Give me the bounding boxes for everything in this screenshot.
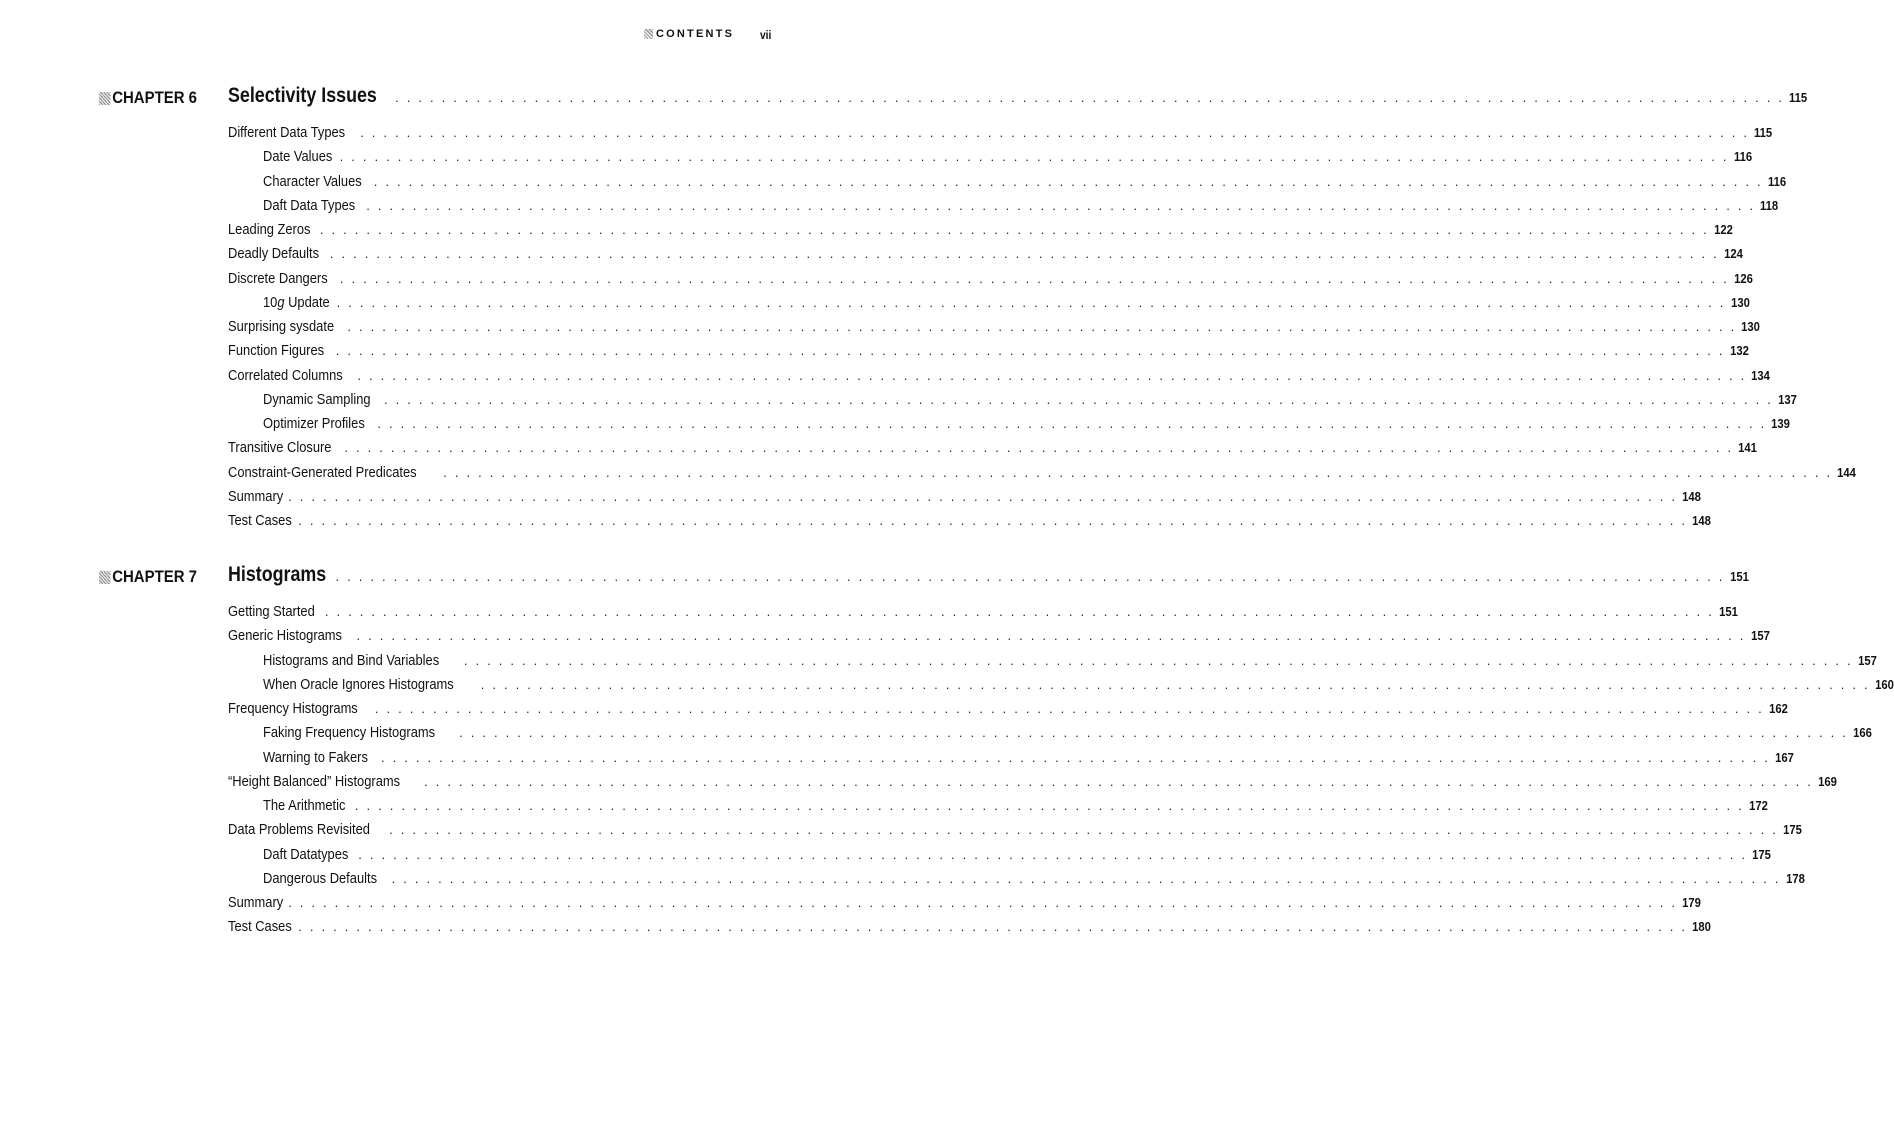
toc-entry[interactable] [228, 221, 1733, 245]
toc-entry-page-number: 151 [1719, 605, 1738, 619]
toc-entry-page-number: 175 [1783, 823, 1802, 838]
toc-entry-page-number: 157 [1750, 629, 1770, 644]
toc-entry[interactable] [228, 700, 1788, 724]
toc-entry-page-number: 116 [1767, 174, 1786, 189]
toc-entry-page-number: 157 [1857, 653, 1877, 668]
toc-entry[interactable] [228, 845, 1772, 870]
hatch-ornament-icon [99, 92, 110, 105]
toc-entry-title: Character Values [263, 172, 362, 190]
toc-entry[interactable] [228, 821, 1802, 845]
toc-entry-page-number: 160 [1874, 677, 1894, 692]
section-label-text: CONTENTS [656, 28, 735, 40]
toc-entry[interactable] [228, 172, 1786, 197]
toc-entry-page-number: 148 [1692, 514, 1712, 528]
toc-entry-page-number: 175 [1752, 847, 1772, 862]
hatch-ornament-icon [99, 571, 110, 584]
toc-entry[interactable] [228, 797, 1768, 821]
toc-entry-page-number: 139 [1771, 417, 1791, 431]
toc-entry-title: Daft Data Types [263, 196, 356, 214]
toc-entry-title: “Height Balanced” Histograms [228, 772, 401, 790]
dot-leader: . . . . . . . . . . . . . . . . . . . . . . . . . . . . . . . . . . . . . . . . . . . . . . . . . . . . . . . . . . . . . . . . . . . . . . . . . . . . . . . . . . . . . . . . . . . . . . . . . . . . . . . . . . . . . . . . . . . . . . . . [339, 149, 1729, 165]
dot-leader: . . . . . . . . . . . . . . . . . . . . . . . . . . . . . . . . . . . . . . . . . . . . . . . . . . . . . . . . . . . . . . . . . . . . . . . . . . . . . . . . . . . . . . . . . . . . . . . . . . . . . . . . . . . . . . . . . . . . . . . . [463, 652, 1853, 668]
dot-leader: . . . . . . . . . . . . . . . . . . . . . . . . . . . . . . . . . . . . . . . . . . . . . . . . . . . . . . . . . . . . . . . . . . . . . . . . . . . . . . . . . . . . . . . . . . . . . . . . . . . . . . . . . . . . . . . . . . . . . . . . [339, 270, 1729, 286]
toc-entry-title: Correlated Columns [228, 366, 343, 384]
toc-entry[interactable] [228, 627, 1770, 651]
hatch-ornament-icon [644, 29, 653, 39]
toc-entry[interactable] [228, 342, 1749, 366]
toc-entry-title: Leading Zeros [228, 221, 311, 238]
toc-entry-title: Date Values [263, 148, 333, 166]
toc-entry[interactable] [228, 366, 1771, 391]
toc-entry[interactable] [228, 439, 1758, 463]
toc-entry-title: Optimizer Profiles [263, 415, 365, 432]
chapter-title: Histograms [228, 563, 327, 586]
toc-entry-page-number: 167 [1775, 750, 1794, 765]
chapter-title-row[interactable] [228, 563, 1749, 587]
toc-entry-title: 10g Update [263, 293, 330, 311]
toc-entry-title: Function Figures [228, 342, 325, 360]
toc-entry-title: Generic Histograms [228, 627, 342, 645]
toc-entry-title: Test Cases [228, 512, 292, 529]
dot-leader: . . . . . . . . . . . . . . . . . . . . . . . . . . . . . . . . . . . . . . . . . . . . . . . . . . . . . . . . . . . . . . . . . . . . . . . . . . . . . . . . . . . . . . . . . . . . . . . . . . . . . . . . . . . . . . . . . . . . . . . . [366, 197, 1756, 213]
dot-leader: . . . . . . . . . . . . . . . . . . . . . . . . . . . . . . . . . . . . . . . . . . . . . . . . . . . . . . . . . . . . . . . . . . . . . . . . . . . . . . . . . . . . . . . . . . . . . . . . . . . . . . . . . . . . . . . . . . . . . . . . [395, 90, 1785, 105]
toc-entry-title: Discrete Dangers [228, 269, 328, 287]
toc-entry[interactable] [228, 651, 1877, 676]
dot-leader: . . . . . . . . . . . . . . . . . . . . . . . . . . . . . . . . . . . . . . . . . . . . . . . . . . . . . . . . . . . . . . . . . . . . . . . . . . . . . . . . . . . . . . . . . . . . . . . . . . . . . . . . . . . . . . . . . . . . . . . . [391, 870, 1781, 886]
dot-leader: . . . . . . . . . . . . . . . . . . . . . . . . . . . . . . . . . . . . . . . . . . . . . . . . . . . . . . . . . . . . . . . . . . . . . . . . . . . . . . . . . . . . . . . . . . . . . . . . . . . . . . . . . . . . . . . . . . . . . . . . [288, 895, 1678, 910]
toc-entry-page-number: 144 [1837, 465, 1857, 480]
chapter-page-number: 115 [1789, 91, 1808, 105]
toc-entry-page-number: 116 [1733, 150, 1752, 165]
dot-leader: . . . . . . . . . . . . . . . . . . . . . . . . . . . . . . . . . . . . . . . . . . . . . . . . . . . . . . . . . . . . . . . . . . . . . . . . . . . . . . . . . . . . . . . . . . . . . . . . . . . . . . . . . . . . . . . . . . . . . . . . [329, 246, 1719, 262]
toc-entry-title: Deadly Defaults [228, 245, 320, 263]
toc-entry-page-number: 169 [1818, 774, 1837, 789]
dot-leader: . . . . . . . . . . . . . . . . . . . . . . . . . . . . . . . . . . . . . . . . . . . . . . . . . . . . . . . . . . . . . . . . . . . . . . . . . . . . . . . . . . . . . . . . . . . . . . . . . . . . . . . . . . . . . . . . . . . . . . . . [373, 173, 1763, 189]
toc-entry-page-number: 178 [1785, 871, 1805, 886]
toc-entry-title: The Arithmetic [263, 797, 346, 814]
toc-entry[interactable] [228, 894, 1702, 918]
dot-leader: . . . . . . . . . . . . . . . . . . . . . . . . . . . . . . . . . . . . . . . . . . . . . . . . . . . . . . . . . . . . . . . . . . . . . . . . . . . . . . . . . . . . . . . . . . . . . . . . . . . . . . . . . . . . . . . . . . . . . . . . [298, 513, 1688, 528]
dot-leader: . . . . . . . . . . . . . . . . . . . . . . . . . . . . . . . . . . . . . . . . . . . . . . . . . . . . . . . . . . . . . . . . . . . . . . . . . . . . . . . . . . . . . . . . . . . . . . . . . . . . . . . . . . . . . . . . . . . . . . . . [288, 488, 1678, 504]
dot-leader: . . . . . . . . . . . . . . . . . . . . . . . . . . . . . . . . . . . . . . . . . . . . . . . . . . . . . . . . . . . . . . . . . . . . . . . . . . . . . . . . . . . . . . . . . . . . . . . . . . . . . . . . . . . . . . . . . . . . . . . . [347, 319, 1737, 334]
toc-entry[interactable] [228, 603, 1738, 627]
toc-entry[interactable] [228, 390, 1797, 415]
chapter-label [99, 88, 197, 108]
toc-entry-page-number: 172 [1748, 799, 1768, 813]
dot-leader: . . . . . . . . . . . . . . . . . . . . . . . . . . . . . . . . . . . . . . . . . . . . . . . . . . . . . . . . . . . . . . . . . . . . . . . . . . . . . . . . . . . . . . . . . . . . . . . . . . . . . . . . . . . . . . . . . . . . . . . . [336, 294, 1726, 310]
dot-leader: . . . . . . . . . . . . . . . . . . . . . . . . . . . . . . . . . . . . . . . . . . . . . . . . . . . . . . . . . . . . . . . . . . . . . . . . . . . . . . . . . . . . . . . . . . . . . . . . . . . . . . . . . . . . . . . . . . . . . . . . [319, 222, 1709, 237]
dot-leader: . . . . . . . . . . . . . . . . . . . . . . . . . . . . . . . . . . . . . . . . . . . . . . . . . . . . . . . . . . . . . . . . . . . . . . . . . . . . . . . . . . . . . . . . . . . . . . . . . . . . . . . . . . . . . . . . . . . . . . . . [381, 749, 1771, 765]
toc-entry[interactable] [228, 293, 1750, 318]
toc-entry-title: Different Data Types [228, 124, 346, 141]
chapter-label-text: CHAPTER 7 [112, 567, 197, 586]
page-number: vii [760, 28, 772, 42]
toc-entry[interactable] [228, 318, 1761, 342]
toc-entry-title: Data Problems Revisited [228, 821, 370, 839]
dot-leader: . . . . . . . . . . . . . . . . . . . . . . . . . . . . . . . . . . . . . . . . . . . . . . . . . . . . . . . . . . . . . . . . . . . . . . . . . . . . . . . . . . . . . . . . . . . . . . . . . . . . . . . . . . . . . . . . . . . . . . . . [374, 701, 1764, 716]
toc-entry-page-number: 122 [1714, 223, 1733, 237]
toc-entry-list [228, 124, 1857, 536]
dot-leader: . . . . . . . . . . . . . . . . . . . . . . . . . . . . . . . . . . . . . . . . . . . . . . . . . . . . . . . . . . . . . . . . . . . . . . . . . . . . . . . . . . . . . . . . . . . . . . . . . . . . . . . . . . . . . . . . . . . . . . . . [360, 125, 1750, 140]
toc-entry-title: Dangerous Defaults [263, 869, 378, 887]
toc-entry[interactable] [228, 463, 1857, 488]
toc-entry-page-number: 166 [1853, 726, 1872, 741]
toc-entry-page-number: 126 [1734, 271, 1753, 286]
dot-leader: . . . . . . . . . . . . . . . . . . . . . . . . . . . . . . . . . . . . . . . . . . . . . . . . . . . . . . . . . . . . . . . . . . . . . . . . . . . . . . . . . . . . . . . . . . . . . . . . . . . . . . . . . . . . . . . . . . . . . . . . [335, 343, 1725, 359]
toc-entry-title: Transitive Closure [228, 439, 332, 457]
toc-entry[interactable] [228, 512, 1712, 536]
dot-leader: . . . . . . . . . . . . . . . . . . . . . . . . . . . . . . . . . . . . . . . . . . . . . . . . . . . . . . . . . . . . . . . . . . . . . . . . . . . . . . . . . . . . . . . . . . . . . . . . . . . . . . . . . . . . . . . . . . . . . . . . [324, 604, 1714, 619]
toc-entry-page-number: 179 [1682, 896, 1702, 910]
toc-entry-page-number: 134 [1751, 368, 1771, 383]
toc-entry-page-number: 124 [1724, 247, 1743, 262]
toc-entry-title: Summary [228, 894, 284, 911]
dot-leader: . . . . . . . . . . . . . . . . . . . . . . . . . . . . . . . . . . . . . . . . . . . . . . . . . . . . . . . . . . . . . . . . . . . . . . . . . . . . . . . . . . . . . . . . . . . . . . . . . . . . . . . . . . . . . . . . . . . . . . . . [424, 773, 1814, 789]
chapter-label [99, 567, 197, 587]
toc-entry-title: Surprising sysdate [228, 318, 335, 335]
toc-entry[interactable] [228, 748, 1794, 773]
toc-entry-title: Warning to Fakers [263, 748, 368, 766]
dot-leader: . . . . . . . . . . . . . . . . . . . . . . . . . . . . . . . . . . . . . . . . . . . . . . . . . . . . . . . . . . . . . . . . . . . . . . . . . . . . . . . . . . . . . . . . . . . . . . . . . . . . . . . . . . . . . . . . . . . . . . . . [357, 367, 1747, 383]
toc-entry-title: Frequency Histograms [228, 700, 358, 717]
dot-leader: . . . . . . . . . . . . . . . . . . . . . . . . . . . . . . . . . . . . . . . . . . . . . . . . . . . . . . . . . . . . . . . . . . . . . . . . . . . . . . . . . . . . . . . . . . . . . . . . . . . . . . . . . . . . . . . . . . . . . . . . [354, 798, 1744, 813]
toc-entry-page-number: 148 [1682, 489, 1702, 504]
toc-entry[interactable] [228, 724, 1872, 748]
toc-entry[interactable] [228, 148, 1752, 172]
dot-leader: . . . . . . . . . . . . . . . . . . . . . . . . . . . . . . . . . . . . . . . . . . . . . . . . . . . . . . . . . . . . . . . . . . . . . . . . . . . . . . . . . . . . . . . . . . . . . . . . . . . . . . . . . . . . . . . . . . . . . . . . [356, 628, 1746, 644]
running-header [0, 28, 816, 44]
chapter-title: Selectivity Issues [228, 84, 377, 107]
toc-entry-page-number: 180 [1692, 920, 1712, 935]
toc-entry[interactable] [228, 196, 1779, 221]
dot-leader: . . . . . . . . . . . . . . . . . . . . . . . . . . . . . . . . . . . . . . . . . . . . . . . . . . . . . . . . . . . . . . . . . . . . . . . . . . . . . . . . . . . . . . . . . . . . . . . . . . . . . . . . . . . . . . . . . . . . . . . . [358, 846, 1748, 862]
toc-entry-page-number: 118 [1760, 198, 1779, 213]
dot-leader: . . . . . . . . . . . . . . . . . . . . . . . . . . . . . . . . . . . . . . . . . . . . . . . . . . . . . . . . . . . . . . . . . . . . . . . . . . . . . . . . . . . . . . . . . . . . . . . . . . . . . . . . . . . . . . . . . . . . . . . . [389, 822, 1779, 838]
toc-entry[interactable] [228, 675, 1894, 700]
toc-entry[interactable] [228, 415, 1791, 439]
dot-leader: . . . . . . . . . . . . . . . . . . . . . . . . . . . . . . . . . . . . . . . . . . . . . . . . . . . . . . . . . . . . . . . . . . . . . . . . . . . . . . . . . . . . . . . . . . . . . . . . . . . . . . . . . . . . . . . . . . . . . . . . [298, 919, 1688, 935]
toc-entry-page-number: 130 [1741, 320, 1761, 334]
dot-leader: . . . . . . . . . . . . . . . . . . . . . . . . . . . . . . . . . . . . . . . . . . . . . . . . . . . . . . . . . . . . . . . . . . . . . . . . . . . . . . . . . . . . . . . . . . . . . . . . . . . . . . . . . . . . . . . . . . . . . . . . [443, 464, 1833, 480]
toc-entry-page-number: 115 [1754, 126, 1773, 140]
toc-entry-title: Dynamic Sampling [263, 390, 371, 408]
toc-entry-page-number: 132 [1729, 344, 1749, 359]
toc-entry-title: Test Cases [228, 918, 292, 936]
toc-entry[interactable] [228, 772, 1837, 797]
dot-leader: . . . . . . . . . . . . . . . . . . . . . . . . . . . . . . . . . . . . . . . . . . . . . . . . . . . . . . . . . . . . . . . . . . . . . . . . . . . . . . . . . . . . . . . . . . . . . . . . . . . . . . . . . . . . . . . . . . . . . . . . [335, 569, 1725, 584]
section-label [644, 28, 734, 40]
toc-entry-page-number: 162 [1769, 702, 1788, 716]
toc-entry-title: Getting Started [228, 603, 315, 620]
toc-entry-title: When Oracle Ignores Histograms [263, 675, 454, 693]
dot-leader: . . . . . . . . . . . . . . . . . . . . . . . . . . . . . . . . . . . . . . . . . . . . . . . . . . . . . . . . . . . . . . . . . . . . . . . . . . . . . . . . . . . . . . . . . . . . . . . . . . . . . . . . . . . . . . . . . . . . . . . . [480, 676, 1870, 692]
dot-leader: . . . . . . . . . . . . . . . . . . . . . . . . . . . . . . . . . . . . . . . . . . . . . . . . . . . . . . . . . . . . . . . . . . . . . . . . . . . . . . . . . . . . . . . . . . . . . . . . . . . . . . . . . . . . . . . . . . . . . . . . [377, 416, 1767, 431]
toc-entry-title: Histograms and Bind Variables [263, 651, 440, 669]
chapter-title-row[interactable] [228, 84, 1808, 108]
chapter-page-number: 151 [1729, 570, 1749, 584]
toc-entry[interactable] [228, 269, 1753, 294]
chapter-label-text: CHAPTER 6 [112, 88, 197, 107]
toc-entry-title: Summary [228, 487, 284, 505]
toc-entry[interactable] [228, 487, 1702, 512]
dot-leader: . . . . . . . . . . . . . . . . . . . . . . . . . . . . . . . . . . . . . . . . . . . . . . . . . . . . . . . . . . . . . . . . . . . . . . . . . . . . . . . . . . . . . . . . . . . . . . . . . . . . . . . . . . . . . . . . . . . . . . . . [459, 725, 1849, 741]
dot-leader: . . . . . . . . . . . . . . . . . . . . . . . . . . . . . . . . . . . . . . . . . . . . . . . . . . . . . . . . . . . . . . . . . . . . . . . . . . . . . . . . . . . . . . . . . . . . . . . . . . . . . . . . . . . . . . . . . . . . . . . . [384, 391, 1774, 407]
toc-entry-title: Daft Datatypes [263, 845, 349, 863]
toc-entry[interactable] [228, 245, 1743, 269]
toc-entry-title: Faking Frequency Histograms [263, 724, 436, 742]
toc-entry-title: Constraint-Generated Predicates [228, 463, 417, 481]
toc-entry-page-number: 130 [1730, 295, 1750, 310]
toc-entry-page-number: 137 [1778, 392, 1797, 407]
dot-leader: . . . . . . . . . . . . . . . . . . . . . . . . . . . . . . . . . . . . . . . . . . . . . . . . . . . . . . . . . . . . . . . . . . . . . . . . . . . . . . . . . . . . . . . . . . . . . . . . . . . . . . . . . . . . . . . . . . . . . . . . [344, 440, 1734, 456]
toc-entry[interactable] [228, 124, 1773, 148]
toc-entry-page-number: 141 [1738, 441, 1758, 456]
toc-entry[interactable] [228, 918, 1712, 942]
toc-entry-list [228, 603, 1894, 943]
toc-entry[interactable] [228, 869, 1805, 894]
